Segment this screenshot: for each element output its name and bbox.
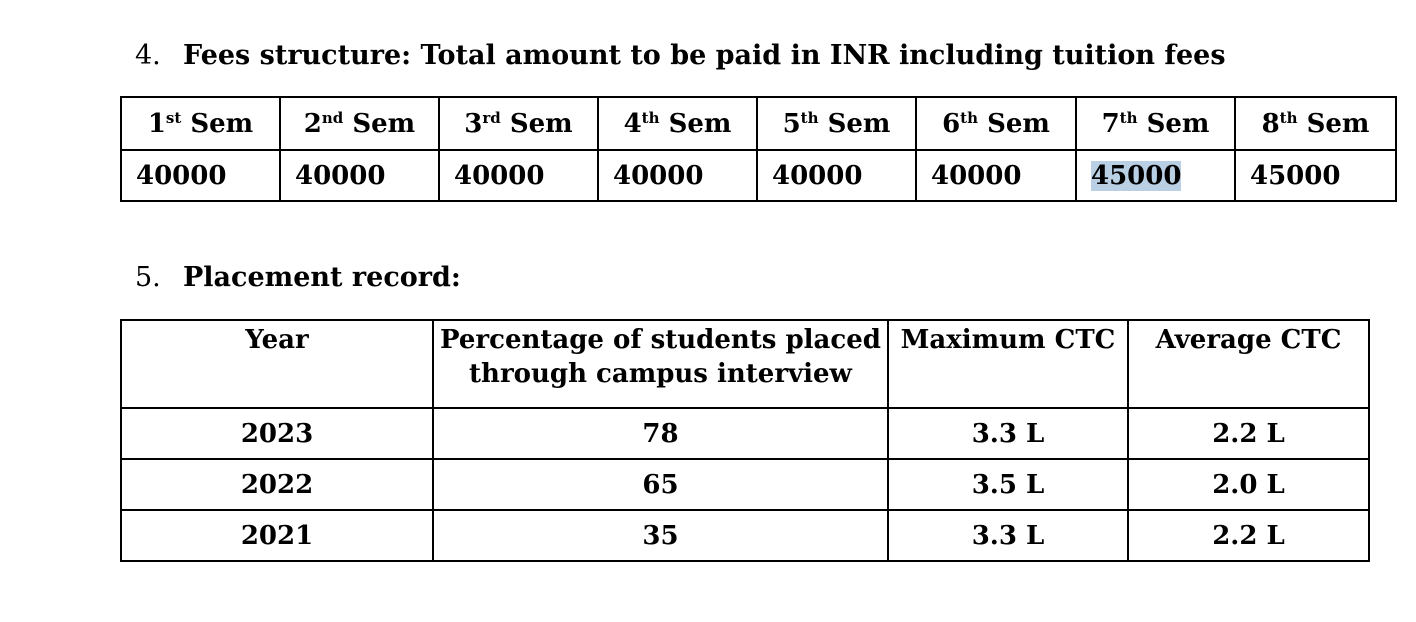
placement-section-heading xyxy=(135,262,461,293)
placement-header-cell: Maximum CTC xyxy=(888,320,1128,408)
fees-section-heading xyxy=(135,40,1226,71)
placement-cell[interactable]: 2.0 L xyxy=(1128,459,1369,510)
fees-value-cell-selected[interactable] xyxy=(1076,150,1235,201)
fees-value-cell[interactable]: 40000 xyxy=(757,150,916,201)
fees-value-cell[interactable]: 40000 xyxy=(598,150,757,201)
fees-header-cell: 1st Sem xyxy=(121,97,280,150)
placement-cell[interactable]: 2021 xyxy=(121,510,433,561)
placement-cell[interactable]: 78 xyxy=(433,408,888,459)
placement-cell[interactable]: 2022 xyxy=(121,459,433,510)
placement-cell[interactable]: 3.5 L xyxy=(888,459,1128,510)
placement-table xyxy=(120,319,1370,562)
fees-value-cell[interactable]: 40000 xyxy=(121,150,280,201)
fees-value-cell[interactable]: 40000 xyxy=(916,150,1076,201)
fees-header-cell: 7th Sem xyxy=(1076,97,1235,150)
placement-cell[interactable]: 3.3 L xyxy=(888,510,1128,561)
fees-value-cell[interactable]: 40000 xyxy=(280,150,439,201)
placement-header-cell: Average CTC xyxy=(1128,320,1369,408)
fees-value-cell[interactable]: 40000 xyxy=(439,150,598,201)
fees-table xyxy=(120,96,1397,202)
fees-header-cell: 8th Sem xyxy=(1235,97,1396,150)
fees-value-row xyxy=(121,150,1396,201)
section-number: 4. xyxy=(135,40,161,71)
placement-cell[interactable]: 2.2 L xyxy=(1128,510,1369,561)
fees-header-cell: 3rd Sem xyxy=(439,97,598,150)
fees-header-cell: 5th Sem xyxy=(757,97,916,150)
placement-header-cell: Year xyxy=(121,320,433,408)
selected-text: 45000 xyxy=(1091,160,1182,191)
placement-cell[interactable]: 2.2 L xyxy=(1128,408,1369,459)
placement-row xyxy=(121,459,1369,510)
placement-cell[interactable]: 65 xyxy=(433,459,888,510)
fees-header-cell: 4th Sem xyxy=(598,97,757,150)
fees-header-cell: 2nd Sem xyxy=(280,97,439,150)
placement-cell[interactable]: 35 xyxy=(433,510,888,561)
section-number: 5. xyxy=(135,262,161,293)
fees-header-row xyxy=(121,97,1396,150)
placement-row xyxy=(121,408,1369,459)
fees-value-cell[interactable]: 45000 xyxy=(1235,150,1396,201)
placement-cell[interactable]: 2023 xyxy=(121,408,433,459)
placement-header-row xyxy=(121,320,1369,408)
fees-header-cell: 6th Sem xyxy=(916,97,1076,150)
section-title: Placement record: xyxy=(183,262,461,293)
placement-cell[interactable]: 3.3 L xyxy=(888,408,1128,459)
placement-header-cell: Percentage of students placed through campus interview xyxy=(433,320,888,408)
section-title: Fees structure: Total amount to be paid in INR including tuition fees xyxy=(183,40,1226,71)
placement-row xyxy=(121,510,1369,561)
